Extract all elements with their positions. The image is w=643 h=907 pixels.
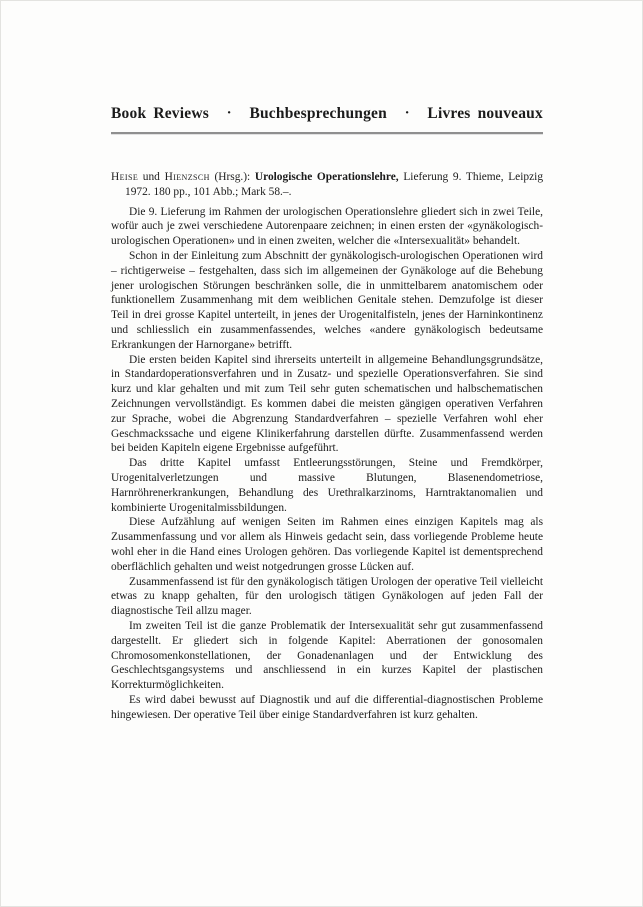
header-separator-dot: · bbox=[226, 105, 232, 121]
review-paragraph: Das dritte Kapitel umfasst Entleerungsstörungen, Steine und Fremdkörper, Urogenitalverletzungen und massive Blutungen, Blasenendometriose, Harnröhrenerkrankungen, Behandlung des Urethralkarzinoms, Harntraktanomalien und kombinierte Urogenitalmissbildungen. bbox=[111, 457, 543, 514]
header-title-german: Buchbesprechungen bbox=[249, 105, 387, 122]
citation-editor-note: (Hrsg.): bbox=[209, 171, 255, 183]
citation-conjunction: und bbox=[138, 171, 165, 183]
review-paragraph: Die 9. Lieferung im Rahmen der urologischen Operationslehre gliedert sich in zwei Teile, wofür auch je zwei verschiedene Autorenpaare zeichnen; in einen ersten der «gynäkologisch-urologischen Operationen» und in einen zweiten, welcher die «Intersexualität» behandelt. bbox=[111, 205, 543, 248]
citation-details: Lieferung 9. Thieme, Leipzig 1972. 180 pp., 101 Abb.; Mark 58.–. bbox=[125, 171, 544, 198]
text-block bbox=[111, 105, 543, 722]
review-paragraph: Im zweiten Teil ist die ganze Problematik der Intersexualität sehr gut zusammenfassend dargestellt. Er gliedert sich in folgende Kapitel: Aberrationen der gonosomalen Chromosomenkonstellationen, der Gonadenanlagen und der Entwicklung des Geschlechtsgangsystems und anschliessend in ein kurzes Kapitel der plastischen Korrekturmöglichkeiten. bbox=[111, 619, 543, 692]
review-paragraph: Diese Aufzählung auf wenigen Seiten im Rahmen eines einzigen Kapitels mag als Zusammenfassung und vor allem als Hinweis gedacht sein, dass vorliegende Probleme heute wohl eher in die Hand eines Urologen gehören. Das vorliegende Kapitel ist dementsprechend oberflächlich gehalten und weist notgedrungen grosse Lücken auf. bbox=[111, 516, 543, 573]
review-paragraph: Die ersten beiden Kapitel sind ihrerseits unterteilt in allgemeine Behandlungsgrundsätze, in Standardoperationsverfahren und in Zusatz- und spezielle Operationsverfahren. Sie sind kurz und klar gehalten und mit zum Teil sehr guten schematischen und halbschematischen Zeichnungen vervollständigt. Es kommen dabei die meisten gängigen operativen Verfahren zur Sprache, wobei die Abgrenzung Standardverfahren – spezielle Verfahren wohl eher Geschmackssache und eigene Klinikerfahrung darstellen dürfte. Zusammenfassend werden bei beiden Kapiteln eigene Ergebnisse aufgeführt. bbox=[111, 353, 543, 455]
citation-book-title: Urologische Operationslehre, bbox=[254, 171, 399, 183]
section-header bbox=[111, 105, 543, 123]
review-paragraph: Es wird dabei bewusst auf Diagnostik und auf die differential-diagnostischen Probleme hingewiesen. Der operative Teil über einige Standardverfahren ist kurz gehalten. bbox=[111, 693, 543, 721]
header-title-english: Book Reviews bbox=[111, 105, 209, 122]
review-paragraph: Schon in der Einleitung zum Abschnitt der gynäkologisch-urologischen Operationen wird – richtigerweise – festgehalten, dass sich im allgemeinen der Gynäkologe auf die Behebung jener urologischen Störungen beschränken solle, die in unmittelbarem anatomischem oder funktionellem Zusammenhang mit dem weiblichen Genitale stehen. Demzufolge ist dieser Teil in drei grosse Kapitel unterteilt, in jenes der Urogenitalfisteln, jenes der Harninkontinenz und schliesslich ein zusammenfassendes, welches «andere gynäkologisch bedeutsame Erkrankungen der Harnorgane» betrifft. bbox=[111, 249, 543, 351]
header-rule bbox=[111, 132, 543, 134]
header-separator-dot: · bbox=[404, 105, 410, 121]
header-title-french: Livres nouveaux bbox=[427, 105, 543, 122]
citation-author-2: Hienzsch bbox=[164, 171, 210, 183]
citation-author-1: Heise bbox=[111, 171, 139, 183]
book-citation bbox=[111, 170, 543, 200]
review-paragraph: Zusammenfassend ist für den gynäkologisch tätigen Urologen der operative Teil vielleicht etwas zu knapp gehalten, für den urologisch tätigen Gynäkologen auf jeden Fall der diagnostische Teil allzu mager. bbox=[111, 575, 543, 618]
